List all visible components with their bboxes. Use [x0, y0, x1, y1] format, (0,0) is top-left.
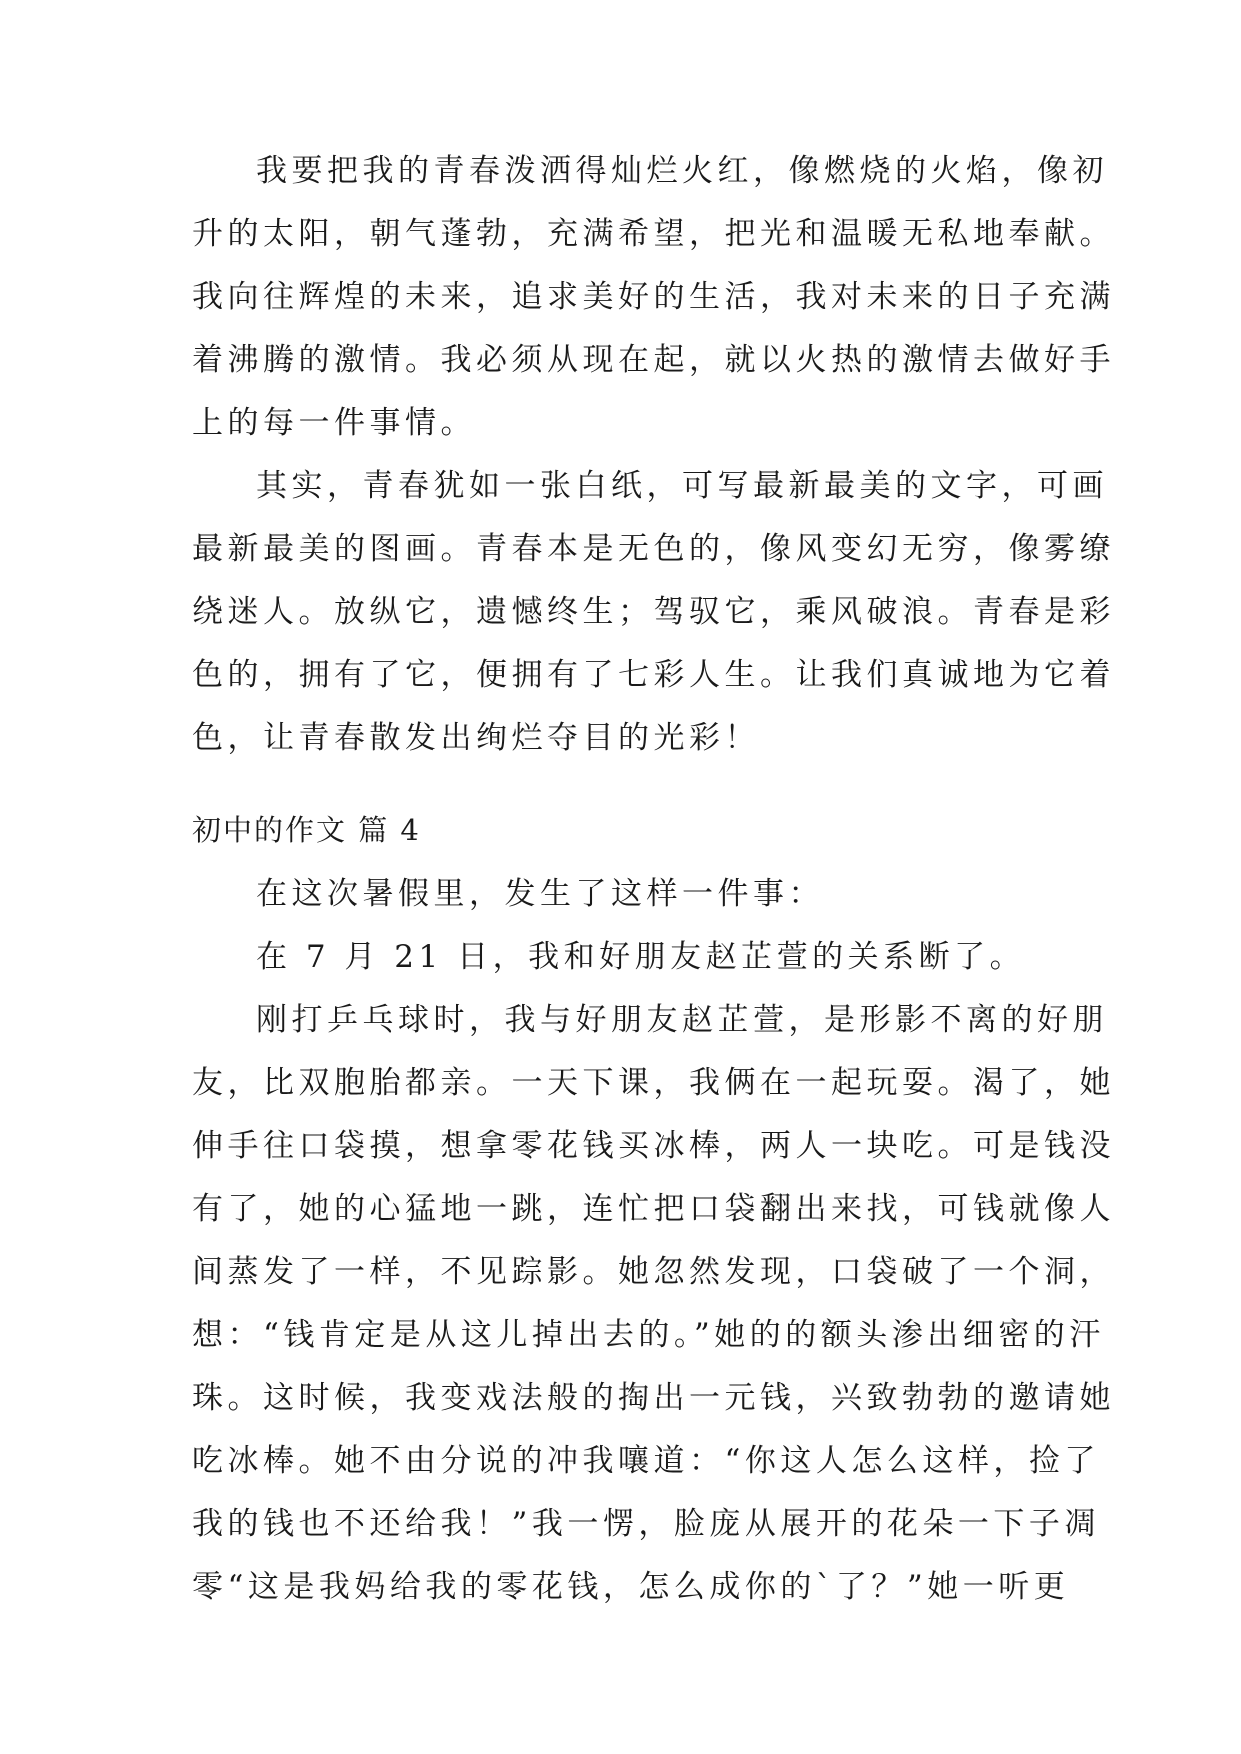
paragraph-line: 在 7 月 21 日，我和好朋友赵芷萱的关系断了。	[256, 939, 1026, 975]
paragraph-line: 想：“钱肯定是从这儿掉出去的。”她的的额头渗出细密的汗	[192, 1317, 1105, 1353]
paragraph-line: 我向往辉煌的未来，追求美好的生活，我对未来的日子充满	[192, 279, 1115, 315]
paragraph-line: 零“这是我妈给我的零花钱，怎么成你的`了？”她一听更	[192, 1569, 1070, 1605]
paragraph-line: 伸手往口袋摸，想拿零花钱买冰棒，两人一块吃。可是钱没	[192, 1128, 1115, 1164]
paragraph-line: 绕迷人。放纵它，遗憾终生；驾驭它，乘风破浪。青春是彩	[192, 594, 1115, 630]
paragraph-line: 最新最美的图画。青春本是无色的，像风变幻无穷，像雾缭	[192, 531, 1115, 567]
paragraph-line: 升的太阳，朝气蓬勃，充满希望，把光和温暖无私地奉献。	[192, 216, 1115, 252]
paragraph-line: 着沸腾的激情。我必须从现在起，就以火热的激情去做好手	[192, 342, 1115, 378]
paragraph-line: 我的钱也不还给我！”我一愣，脸庞从展开的花朵一下子凋	[192, 1506, 1100, 1542]
paragraph-line: 有了，她的心猛地一跳，连忙把口袋翻出来找，可钱就像人	[192, 1191, 1115, 1227]
paragraph-line: 其实，青春犹如一张白纸，可写最新最美的文字，可画	[256, 468, 1108, 504]
paragraph-line: 珠。这时候，我变戏法般的掏出一元钱，兴致勃勃的邀请她	[192, 1380, 1115, 1416]
paragraph-line: 上的每一件事情。	[192, 405, 476, 441]
paragraph-line: 友，比双胞胎都亲。一天下课，我俩在一起玩耍。渴了，她	[192, 1065, 1115, 1101]
paragraph-line: 吃冰棒。她不由分说的冲我嚷道：“你这人怎么这样，捡了	[192, 1443, 1100, 1479]
paragraph-line: 我要把我的青春泼洒得灿烂火红，像燃烧的火焰，像初	[256, 153, 1108, 189]
paragraph-line: 色，让青春散发出绚烂夺目的光彩！	[192, 720, 760, 756]
paragraph-line: 间蒸发了一样，不见踪影。她忽然发现，口袋破了一个洞，	[192, 1254, 1115, 1290]
section-heading: 初中的作文 篇 4	[192, 813, 421, 847]
paragraph-line: 刚打乒乓球时，我与好朋友赵芷萱，是形影不离的好朋	[256, 1002, 1108, 1038]
paragraph-line: 在这次暑假里，发生了这样一件事：	[256, 876, 824, 912]
paragraph-line: 色的，拥有了它，便拥有了七彩人生。让我们真诚地为它着	[192, 657, 1115, 693]
